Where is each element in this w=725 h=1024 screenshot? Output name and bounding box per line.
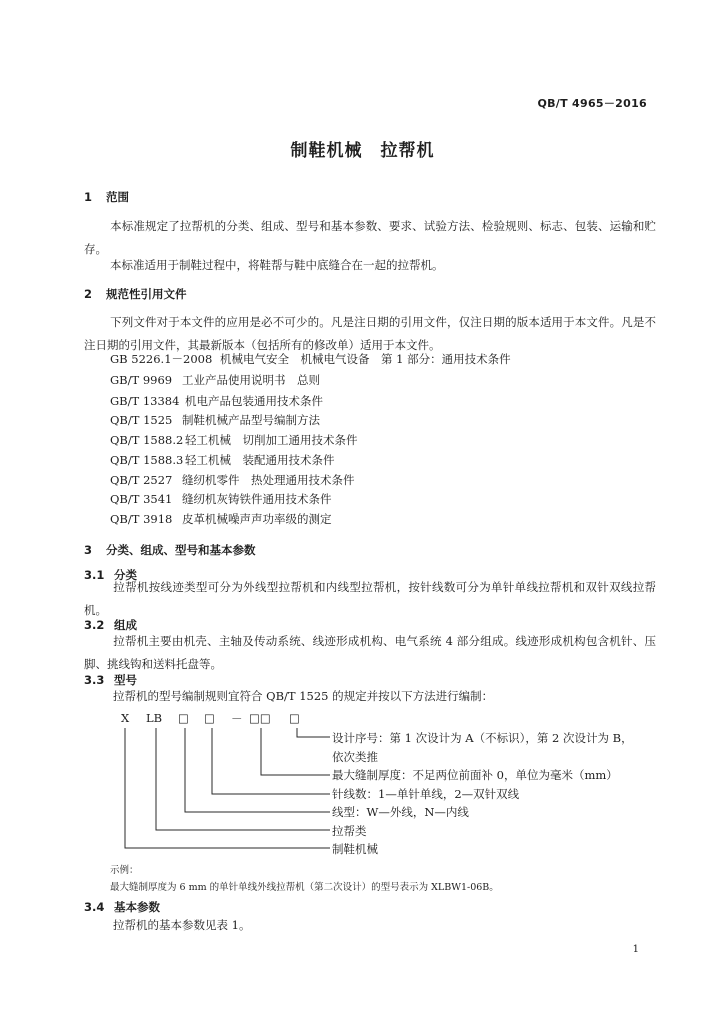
section-title: 组成 [114, 618, 137, 632]
section-number: 3.3 [84, 673, 105, 687]
reference-title: 缝纫机灰铸铁件通用技术条件 [182, 492, 332, 506]
model-label-thread-type: 线型：W—外线，N—内线 [332, 805, 469, 819]
section-3-4-paragraph: 拉帮机的基本参数见表 1。 [113, 918, 251, 932]
paragraph-text: 下列文件对于本文件的应用是必不可少的。凡是注日期的引用文件，仅注日期的版本适用于本文件。凡是不注日期的引用文件，其最新版本（包括所有的修改单）适用于本文件。 [84, 315, 656, 352]
paragraph-text: 拉帮机主要由机壳、主轴及传动系统、线迹形成机构、电气系统 4 部分组成。线迹形成机构包含机针、压脚、挑线钩和送料托盘等。 [84, 634, 656, 671]
connector-line [297, 728, 330, 737]
section-number: 3.4 [84, 900, 105, 914]
paragraph-text: 本标准规定了拉帮机的分类、组成、型号和基本参数、要求、试验方法、检验规则、标志、包装、运输和贮存。 [84, 219, 656, 256]
reference-code: QB/T 2527 [110, 473, 173, 487]
section-number: 3.1 [84, 568, 105, 582]
example-label: 示例： [110, 865, 139, 876]
section-title: 分类 [114, 568, 137, 582]
paragraph-text: 拉帮机按线迹类型可分为外线型拉帮机和内线型拉帮机，按针线数可分为单针单线拉帮机和双针双线拉帮机。 [84, 580, 656, 617]
model-part-box: □ [204, 711, 215, 725]
section-title: 型号 [114, 673, 137, 687]
paragraph-text: 本标准适用于制鞋过程中，将鞋帮与鞋中底缝合在一起的拉帮机。 [110, 258, 444, 272]
paragraph-text: 拉帮机的型号编制规则宜符合 QB/T 1525 的规定并按以下方法进行编制： [113, 689, 494, 703]
model-label-design-sequence: 设计序号：第 1 次设计为 A（不标识），第 2 次设计为 B， [332, 731, 633, 745]
model-part-box: □ [289, 711, 300, 725]
section-title: 基本参数 [114, 900, 160, 914]
connector-line [185, 728, 330, 812]
reference-title: 轻工机械 切削加工通用技术条件 [185, 433, 358, 447]
reference-code: QB/T 1588.2 [110, 433, 184, 447]
connector-line [261, 728, 330, 775]
reference-code: GB/T 13384 [110, 394, 180, 408]
reference-title: 制鞋机械产品型号编制方法 [182, 413, 320, 427]
model-part-box-pair: □□ [249, 711, 271, 725]
reference-title: 轻工机械 装配通用技术条件 [185, 453, 335, 467]
reference-code: GB/T 9969 [110, 373, 173, 387]
section-number: 3 [84, 543, 93, 557]
connector-line [212, 728, 330, 794]
reference-title: 机械电气安全 机械电气设备 第 1 部分：通用技术条件 [220, 352, 511, 366]
reference-title: 皮革机械噪声声功率级的测定 [182, 512, 332, 526]
document-title: 制鞋机械 拉帮机 [290, 141, 435, 161]
reference-code: QB/T 1588.3 [110, 453, 184, 467]
reference-title: 缝纫机零件 热处理通用技术条件 [182, 473, 355, 487]
section-title: 规范性引用文件 [106, 287, 187, 301]
model-part-lb: LB [146, 711, 163, 725]
model-part-dash: － [231, 712, 243, 726]
standard-number: QB/T 4965－2016 [537, 97, 647, 110]
page-number: 1 [632, 944, 639, 955]
reference-title: 工业产品使用说明书 总则 [182, 373, 320, 387]
model-label-design-sequence-cont: 依次类推 [332, 750, 378, 764]
section-number: 2 [84, 287, 93, 301]
model-part-x: X [121, 711, 130, 725]
section-title: 分类、组成、型号和基本参数 [106, 543, 256, 557]
model-label-shoe-machinery: 制鞋机械 [332, 842, 378, 856]
section-3-4-heading [84, 899, 160, 915]
reference-code: GB 5226.1－2008 [110, 352, 213, 366]
model-label-lasting-type: 拉帮类 [332, 824, 367, 838]
connector-line [156, 728, 330, 830]
section-number: 3.2 [84, 618, 105, 632]
section-title: 范围 [106, 190, 129, 204]
section-number: 1 [84, 190, 93, 204]
model-label-max-thickness: 最大缝制厚度：不足两位前面补 0，单位为毫米（mm） [332, 768, 618, 782]
reference-code: QB/T 3541 [110, 492, 173, 506]
example-text: 最大缝制厚度为 6 mm 的单针单线外线拉帮机（第二次设计）的型号表示为 XLBW1-06B。 [110, 882, 499, 893]
model-label-needle-thread: 针线数：1—单针单线，2—双针双线 [332, 787, 520, 801]
model-part-box: □ [178, 711, 189, 725]
reference-title: 机电产品包装通用技术条件 [185, 394, 323, 408]
reference-code: QB/T 3918 [110, 512, 173, 526]
reference-code: QB/T 1525 [110, 413, 173, 427]
